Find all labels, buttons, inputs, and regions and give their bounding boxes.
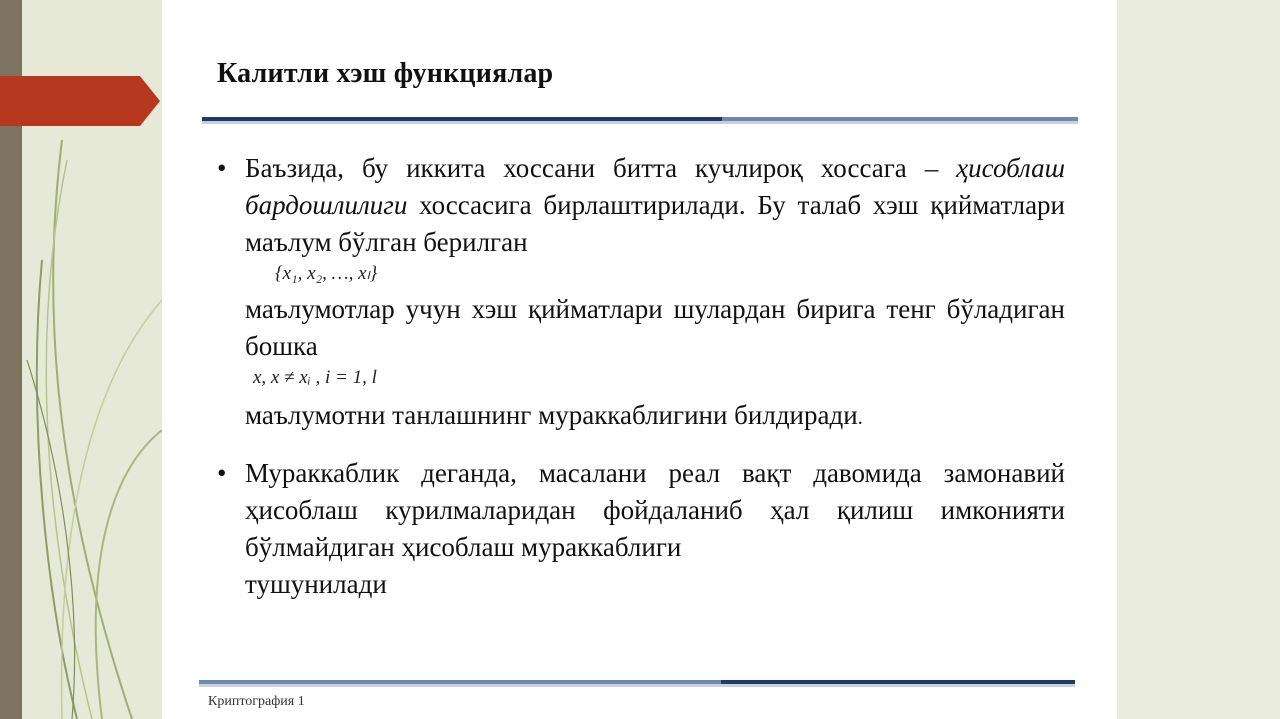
bullet-dot: •	[217, 153, 227, 183]
bullet-item-2	[212, 455, 1065, 603]
bullet1-line4: маълумотлар учун хэш қийматлари шулардан бирига тенг бўладиган бошка	[245, 294, 1065, 361]
bullet1-line1: Баъзида, бу иккита хоссани битта кучлироқ хоссага –	[245, 153, 939, 183]
bullet2-text: Мураккаблик деганда, масалани реал вақт давомида замонавий ҳисоблаш курилмаларидан фойдаланиб ҳал қилиш имконияти бўлмайдиган ҳисоблаш мураккаблиги	[245, 458, 1065, 562]
math-condition-formula: x, x ≠ xᵢ , i = 1, l	[253, 367, 377, 388]
footer-rule	[199, 680, 1075, 684]
bullet1-line5: маълумотни танлашнинг мураккаблигини билдиради	[245, 400, 858, 430]
slide-canvas	[162, 0, 1117, 719]
title-underline	[202, 117, 1078, 121]
math-set-formula: {x₁, x₂, …, xₗ}	[275, 263, 378, 284]
bullet-dot: •	[217, 458, 227, 488]
slide-title: Калитли хэш функциялар	[217, 58, 554, 89]
bullet2-last-line: тушунилади	[245, 569, 387, 599]
bullet1-period: .	[857, 407, 863, 429]
bullet1-emphasis: ҳисоблаш бардошлилиги	[245, 153, 1065, 220]
right-margin-panel	[1117, 0, 1280, 719]
slide-body	[212, 150, 1065, 603]
title-ribbon-arrow	[0, 76, 160, 126]
bullet1-line2: хоссасига бирлаштирилади. Бу	[407, 190, 786, 220]
bullet-item-1	[212, 150, 1065, 437]
bullet1-line3: талаб хэш қийматлари маълум бўлган берилган	[245, 190, 1066, 257]
footer-label: Криптография 1	[208, 694, 305, 709]
